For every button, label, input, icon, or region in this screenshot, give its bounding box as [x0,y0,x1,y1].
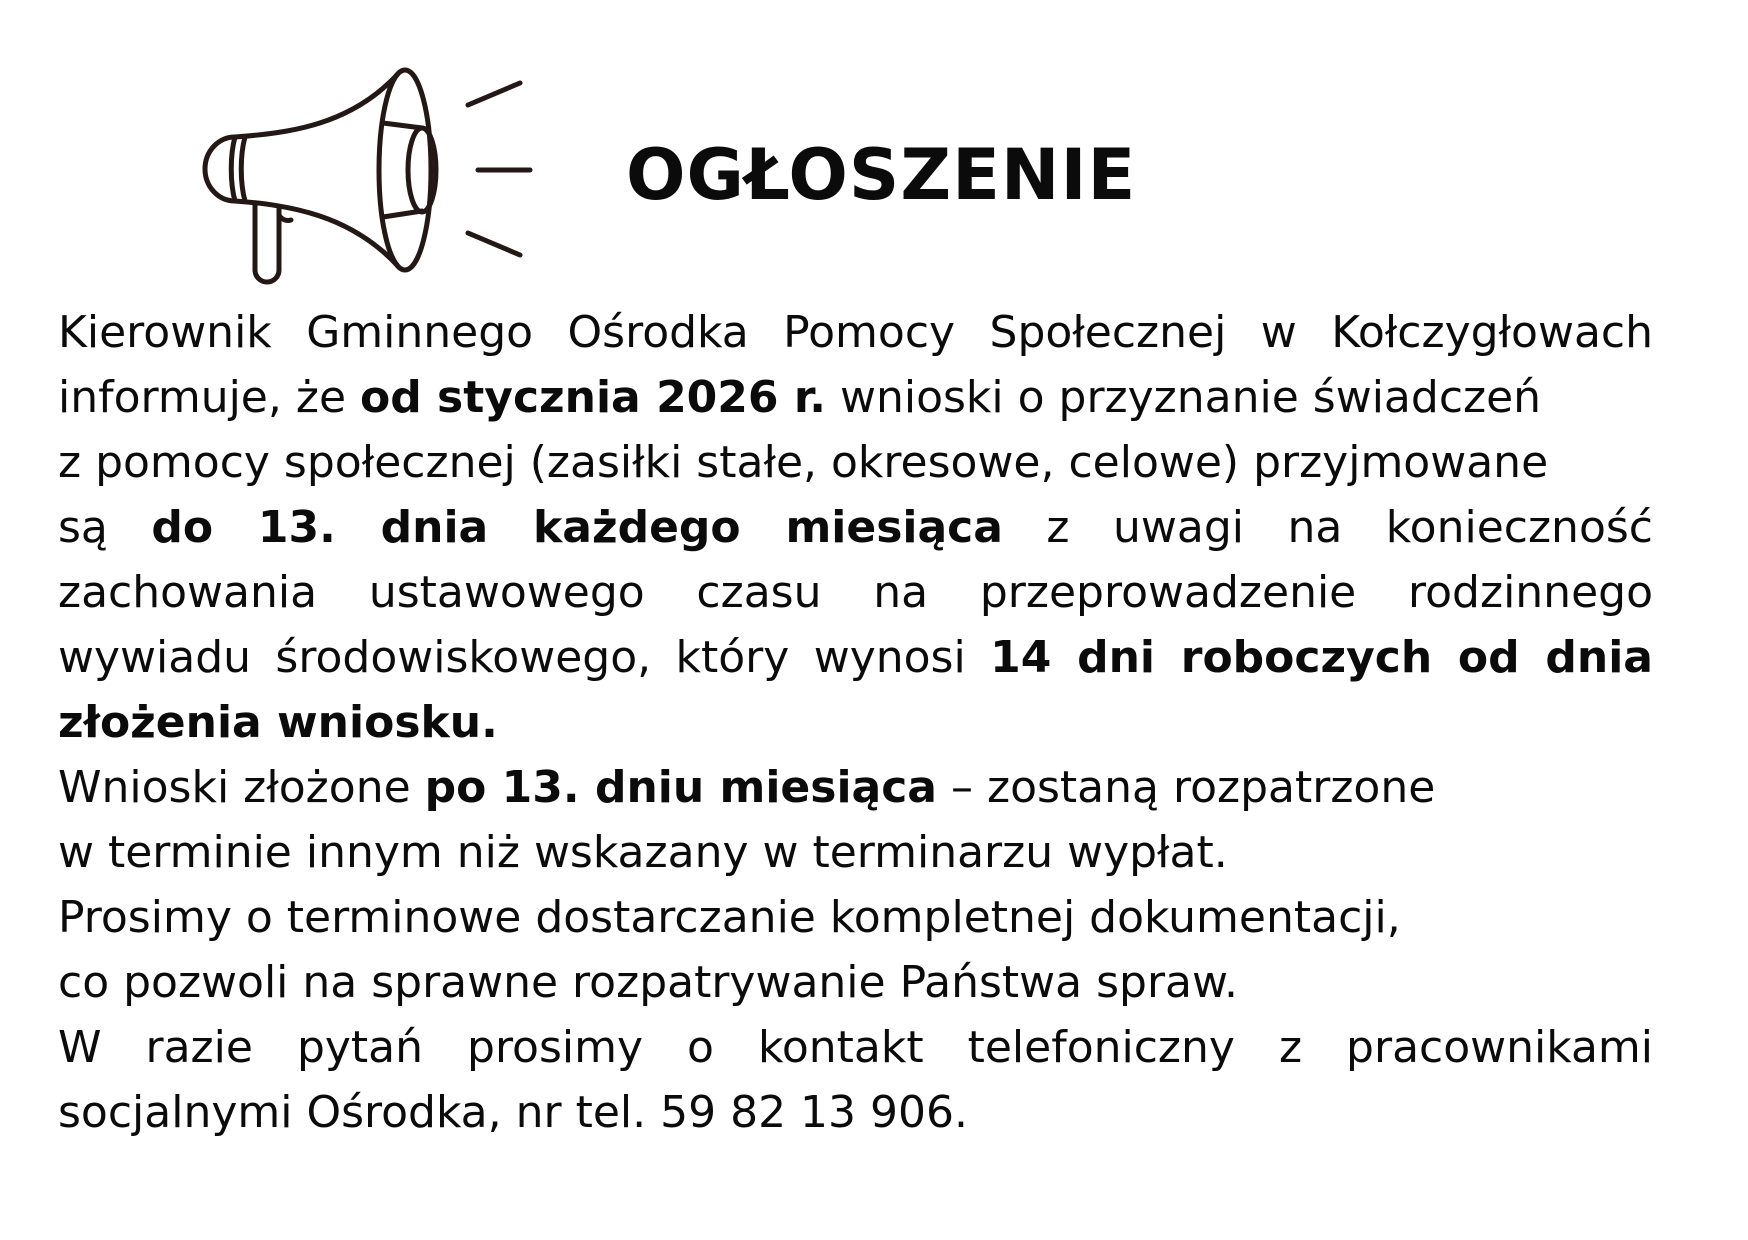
bold-date: od stycznia 2026 r. [360,372,826,423]
bold-period: 14 dni roboczych od dnia [990,632,1653,683]
text-line: Kierownik Gminnego Ośrodka Pomocy Społecznej w Kołczygłowach [58,307,1653,358]
text-segment: wnioski o przyznanie świadczeń [826,372,1542,423]
text-segment: z uwagi na konieczność [1046,502,1653,553]
contact-phone-line: socjalnymi Ośrodka, nr tel. 59 82 13 906. [58,1087,968,1138]
text-line [58,755,1653,820]
text-line: z pomocy społecznej (zasiłki stałe, okresowe, celowe) przyjmowane [58,437,1549,488]
text-line: W razie pytań prosimy o kontakt telefoniczny z pracownikami [58,1022,1653,1073]
text-segment: – zostaną rozpatrzone [937,762,1436,813]
text-line [58,690,1653,755]
megaphone-icon [200,55,540,285]
text-line: w terminie innym niż wskazany w terminarzu wypłat. [58,827,1228,878]
page-title: OGŁOSZENIE [626,134,1137,216]
text-line [58,625,1653,690]
bold-period-end: złożenia wniosku. [58,697,498,748]
text-segment: Wnioski złożone [58,762,425,813]
text-line [58,495,1653,560]
text-segment: informuje, że [58,372,361,423]
bold-deadline: do 13. dnia każdego miesiąca [151,502,1003,553]
text-segment: są [58,502,152,553]
text-line: Prosimy o terminowe dostarczanie kompletnej dokumentacji, [58,892,1401,943]
text-segment: wywiadu środowiskowego, który wynosi [58,632,991,683]
text-line [58,365,1653,430]
text-line: zachowania ustawowego czasu na przeprowadzenie rodzinnego [58,567,1653,618]
announcement-body [58,300,1653,1145]
text-line: co pozwoli na sprawne rozpatrywanie Państwa spraw. [58,957,1238,1008]
bold-late-deadline: po 13. dniu miesiąca [424,762,937,813]
